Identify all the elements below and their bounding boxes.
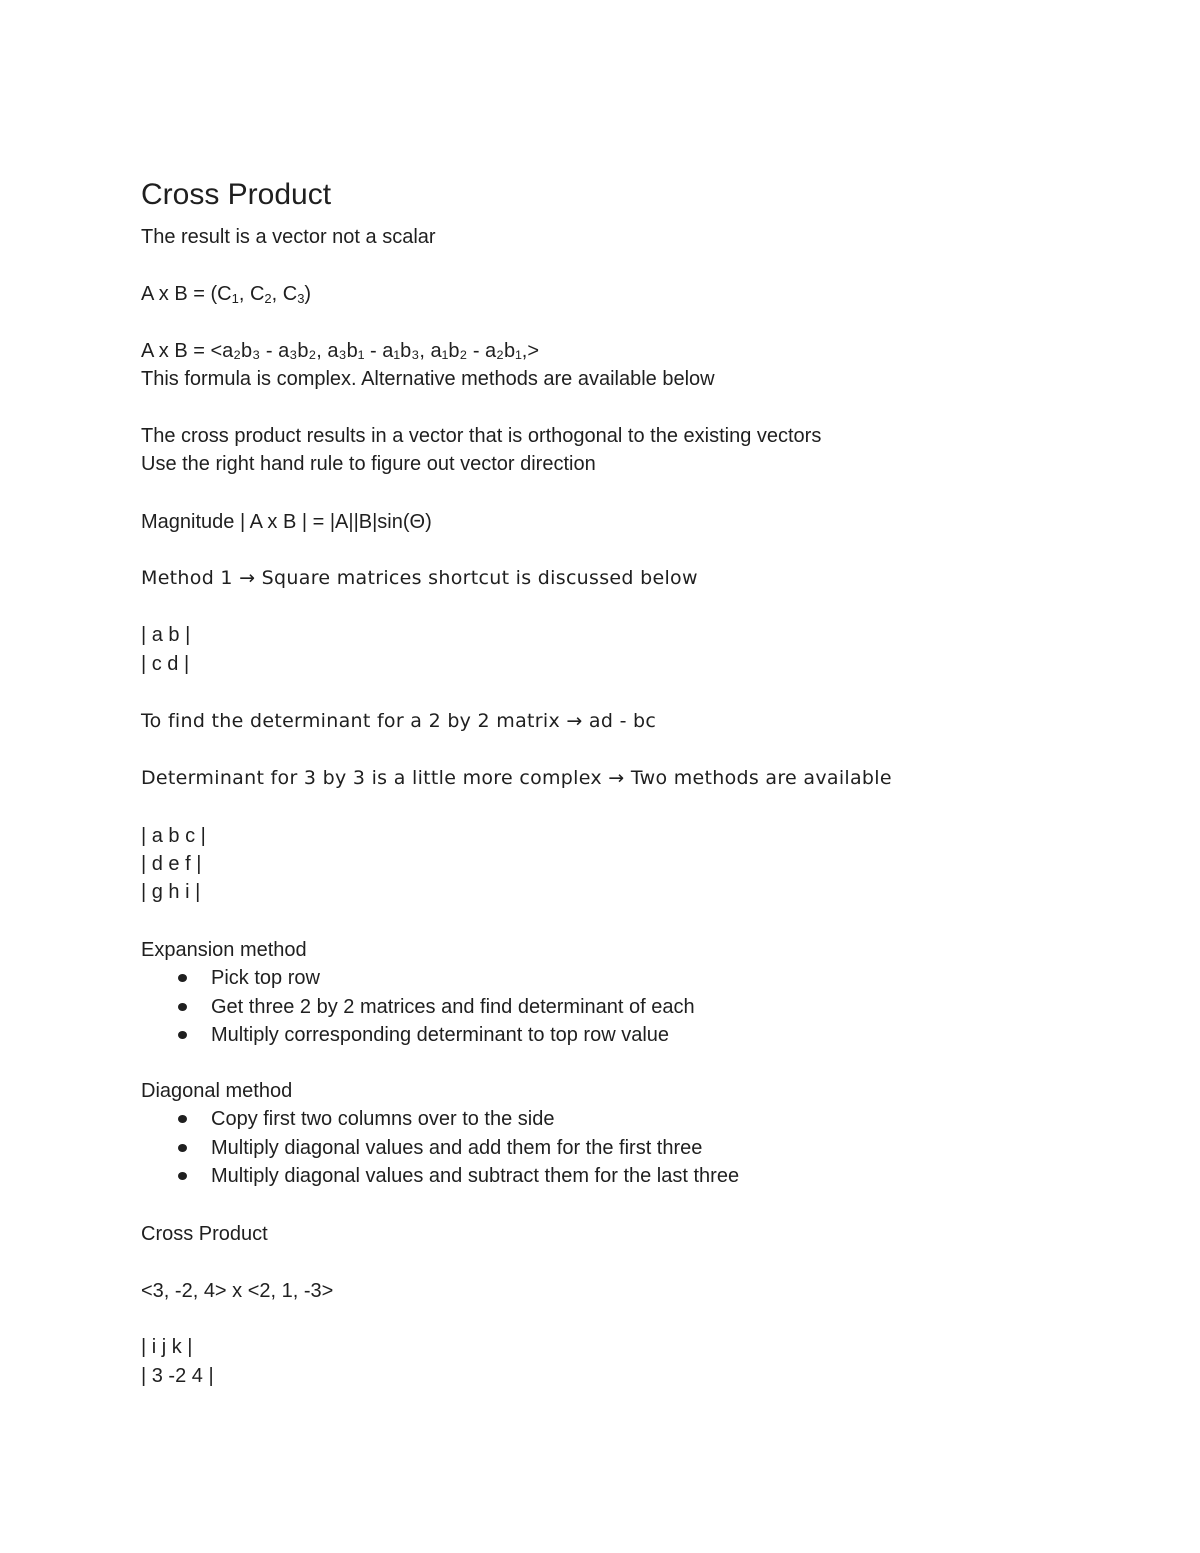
diagonal-method-list	[141, 1105, 739, 1191]
text-line-determinant-2x2: To find the determinant for a 2 by 2 matrix → ad - bc	[141, 710, 657, 732]
text-line-right-hand-rule: Use the right hand rule to figure out vector direction	[141, 453, 596, 475]
matrix-2x2-row-1: | a b |	[141, 624, 191, 646]
text-line-example-vectors: <3, -2, 4> x <2, 1, -3>	[141, 1280, 334, 1302]
list-item: Get three 2 by 2 matrices and find determinant of each	[141, 993, 695, 1022]
text-line-orthogonal: The cross product results in a vector that is orthogonal to the existing vectors	[141, 425, 822, 447]
matrix-example-row-2: | 3 -2 4 |	[141, 1365, 214, 1387]
page-title: Cross Product	[141, 178, 332, 211]
text-line-method-1: Method 1 → Square matrices shortcut is discussed below	[141, 567, 698, 589]
text-line-determinant-3x3: Determinant for 3 by 3 is a little more complex → Two methods are available	[141, 767, 892, 789]
heading-diagonal-method: Diagonal method	[141, 1080, 293, 1102]
list-item: Multiply diagonal values and subtract them for the last three	[141, 1162, 739, 1191]
heading-expansion-method: Expansion method	[141, 939, 307, 961]
bullet-icon	[178, 1172, 187, 1180]
matrix-3x3-row-3: | g h i |	[141, 881, 201, 903]
heading-cross-product-example: Cross Product	[141, 1223, 268, 1245]
matrix-3x3-row-1: | a b c |	[141, 825, 206, 847]
list-item: Pick top row	[141, 964, 695, 993]
expansion-method-list	[141, 964, 695, 1050]
bullet-icon	[178, 974, 187, 982]
text-line-formula-note: This formula is complex. Alternative methods are available below	[141, 368, 715, 390]
bullet-icon	[178, 1144, 187, 1152]
bullet-icon	[178, 1003, 187, 1011]
list-item: Multiply corresponding determinant to top row value	[141, 1021, 695, 1050]
bullet-icon	[178, 1115, 187, 1123]
bullet-icon	[178, 1031, 187, 1039]
text-line-cross-product-components: A x $B = (C_1$, $C_2$, $C_3$)	[141, 283, 312, 306]
list-item: Multiply diagonal values and add them for the first three	[141, 1134, 739, 1163]
matrix-3x3-row-2: | d e f |	[141, 853, 202, 875]
text-line-magnitude: Magnitude | A x B | = |A||B|sin(Θ)	[141, 511, 432, 533]
list-item: Copy first two columns over to the side	[141, 1105, 739, 1134]
matrix-example-row-1: | i j k |	[141, 1336, 193, 1358]
text-line-result-vector: The result is a vector not a scalar	[141, 226, 436, 248]
matrix-2x2-row-2: | c d |	[141, 653, 190, 675]
text-line-cross-product-formula: A x B = <a₂b₃ - a₃b₂, a₃b₁ - a₁b₃, a₁b₂ - a₂b₁,>	[141, 340, 540, 362]
